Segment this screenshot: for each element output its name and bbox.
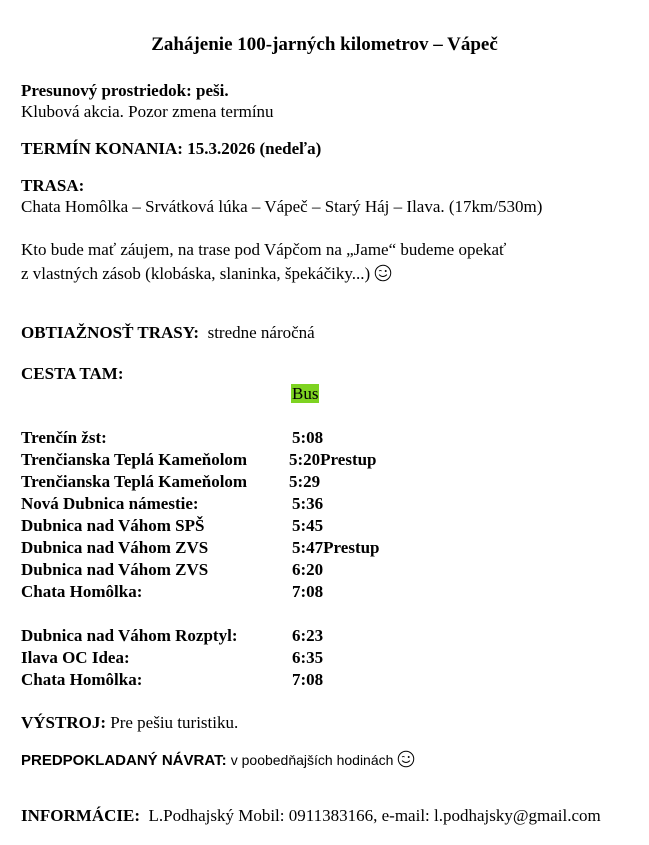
cooking-line-1: Kto bude mať záujem, na trase pod Vápčom na „Jame“ budeme opekať	[21, 240, 507, 259]
contact-info	[21, 806, 601, 826]
stop-name: Ilava OC Idea:	[21, 648, 130, 667]
stop-name: Trenčianska Teplá Kameňolom	[21, 472, 248, 491]
stop-name: Dubnica nad Váhom SPŠ	[21, 516, 205, 535]
stop-time: 7:08	[292, 670, 324, 689]
page-title: Zahájenie 100-jarných kilometrov – Vápeč	[151, 34, 498, 55]
equipment-label: VÝSTROJ:	[21, 713, 107, 732]
timetable-row	[21, 559, 621, 581]
wink-emoji-icon	[374, 264, 392, 282]
stop-name: Trenčianska Teplá Kameňolom	[21, 450, 248, 469]
stop-time: 5:36	[292, 494, 324, 513]
equipment	[21, 713, 238, 733]
stop-time: 6:35	[292, 648, 324, 667]
cooking-line-2	[21, 264, 392, 284]
stop-name: Trenčín žst:	[21, 428, 107, 447]
stop-name: Dubnica nad Váhom Rozptyl:	[21, 626, 238, 645]
timetable-row	[21, 669, 621, 691]
stop-name: Dubnica nad Váhom ZVS	[21, 560, 209, 579]
stop-time: 6:20	[292, 560, 324, 579]
return-label: PREDPOKLADANÝ NÁVRAT:	[21, 752, 227, 769]
event-date: TERMÍN KONANIA: 15.3.2026 (nedeľa)	[21, 139, 322, 158]
wink-emoji-icon	[397, 750, 415, 768]
stop-name: Chata Homôlka:	[21, 582, 143, 601]
difficulty	[21, 323, 315, 343]
route-text: Chata Homôlka – Srvátková lúka – Vápeč – Starý Háj – Ilava. (17km/530m)	[21, 197, 543, 216]
bus-badge: Bus	[292, 384, 319, 403]
journey-label: CESTA TAM:	[21, 364, 124, 383]
stop-time: 7:08	[292, 582, 324, 601]
timetable-row	[21, 581, 621, 603]
stop-time: 5:29	[289, 472, 321, 491]
timetable-row	[21, 515, 621, 537]
stop-name: Chata Homôlka:	[21, 670, 143, 689]
cooking-line-2-text: z vlastných zásob (klobáska, slaninka, špekáčiky...)	[21, 264, 371, 283]
info-value: L.Podhajský Mobil: 0911383166, e-mail: l.podhajsky@gmail.com	[148, 806, 601, 825]
journey-mode	[291, 384, 319, 404]
stop-time: 5:08	[292, 428, 324, 447]
timetable-row	[21, 449, 621, 471]
timetable-row	[21, 471, 621, 493]
return-value: v poobedňajších hodinách	[230, 752, 394, 768]
difficulty-value: stredne náročná	[207, 323, 315, 342]
info-label: INFORMÁCIE:	[21, 806, 140, 825]
stop-name: Dubnica nad Váhom ZVS	[21, 538, 209, 557]
stop-time: 5:20Prestup	[289, 450, 377, 469]
timetable-row	[21, 537, 621, 559]
stop-name: Nová Dubnica námestie:	[21, 494, 199, 513]
timetable-row	[21, 625, 621, 647]
transport-label: Presunový prostriedok: peši.	[21, 81, 229, 100]
timetable-row	[21, 493, 621, 515]
stop-time: 6:23	[292, 626, 324, 645]
timetable-row	[21, 647, 621, 669]
route-label: TRASA:	[21, 176, 85, 195]
return-time	[21, 750, 415, 771]
stop-time: 5:47Prestup	[292, 538, 380, 557]
transport-note: Klubová akcia. Pozor zmena termínu	[21, 102, 274, 121]
difficulty-label: OBTIAŽNOSŤ TRASY:	[21, 323, 200, 342]
stop-time: 5:45	[292, 516, 324, 535]
equipment-value: Pre pešiu turistiku.	[110, 713, 239, 732]
timetable-row	[21, 427, 621, 449]
